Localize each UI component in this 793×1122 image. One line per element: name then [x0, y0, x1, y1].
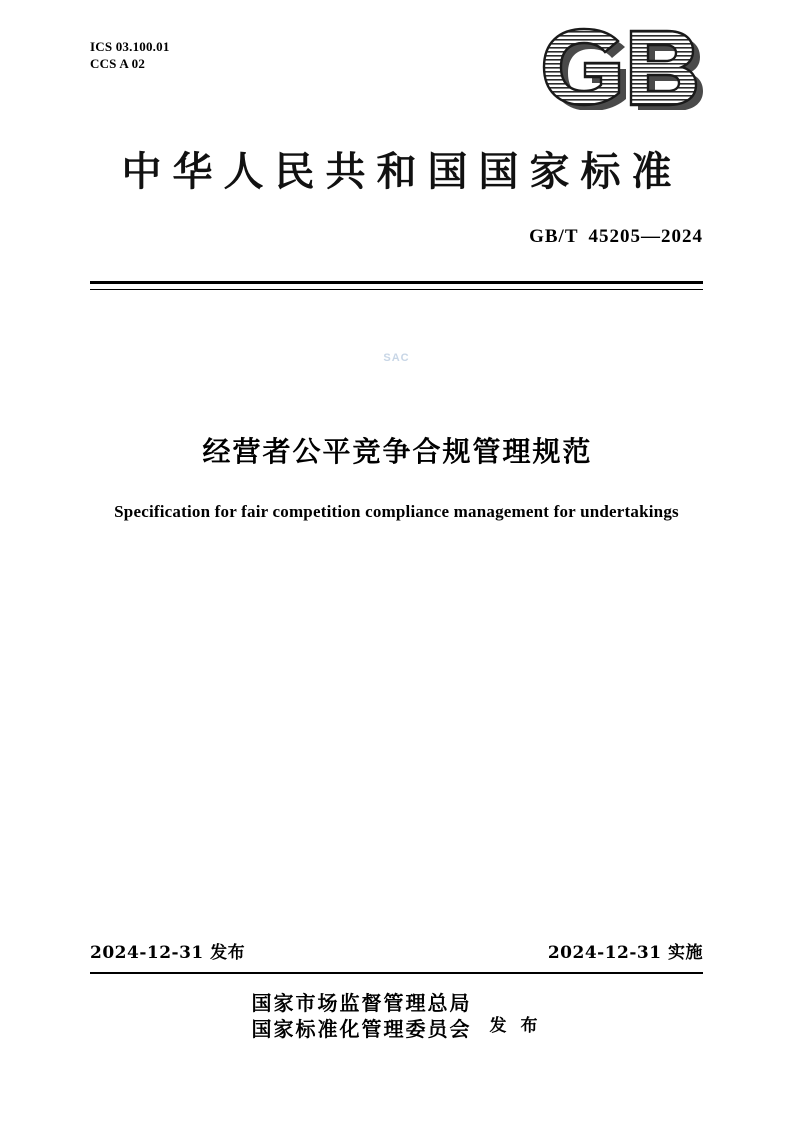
- footer-rule: [90, 972, 703, 974]
- footer-dates: [90, 938, 703, 963]
- issuer-name-2: 国家标准化管理委员会: [251, 1017, 472, 1041]
- issuing-bodies: [0, 990, 793, 1042]
- effective-date: 2024-12-31 实施: [547, 943, 703, 963]
- classification-codes: [90, 38, 170, 72]
- issuer-name-1: 国家市场监督管理总局: [251, 991, 472, 1015]
- issue-date: 2024-12-31 发布: [90, 943, 246, 963]
- standard-number-value: 45205—2024: [588, 226, 703, 247]
- header-rule-thick: [90, 281, 703, 284]
- issuer-names: [252, 990, 472, 1042]
- national-standard-title: 中华人民共和国国家标准: [121, 148, 683, 195]
- ccs-code: CCS A 02: [90, 56, 146, 71]
- standard-number-prefix: GB/T: [529, 226, 579, 247]
- standard-number: [529, 226, 703, 248]
- header-rule-thin: [90, 289, 703, 290]
- gb-logo: [535, 24, 705, 110]
- ics-code: ICS 03.100.01: [90, 39, 170, 54]
- document-title-en: Specification for fair competition compliance management for undertakings: [114, 502, 679, 521]
- sac-watermark: SAC: [383, 352, 410, 364]
- issue-verb: 发 布: [489, 1015, 542, 1036]
- document-title-cn: 经营者公平竞争合规管理规范: [202, 435, 593, 468]
